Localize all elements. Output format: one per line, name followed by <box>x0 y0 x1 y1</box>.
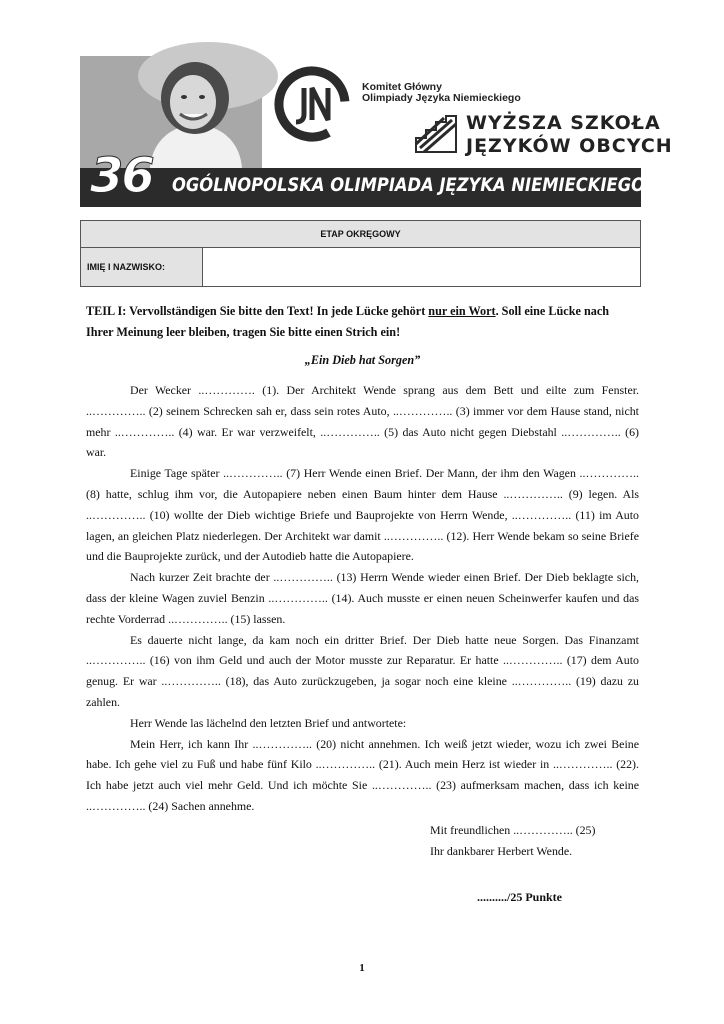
points-score: ........../25 Punkte <box>477 890 563 904</box>
story-paragraph: Nach kurzer Zeit brachte der ..………….. (13) Herrn Wende wieder einen Brief. Der Dieb beklagte sich, dass der kleine Wagen zuviel Benzin ..………….. (14). Auch musste er einen neuen Scheinwerfer kaufen und das rechte Vorderrad ..………….. (15) lassen. <box>86 570 639 626</box>
committee-name-line2: Olimpiady Języka Niemieckiego <box>362 92 521 104</box>
task-emphasis: nur ein Wort <box>428 304 496 318</box>
story-text <box>86 380 639 817</box>
story-paragraph: Der Wecker ..…………. (1). Der Architekt Wende sprang aus dem Bett und eilte zum Fenster. ..………….. (2) seinem Schrecken sah er, dass sein rotes Auto, ..………….. (3) immer vor dem Hause stand, nicht mehr ..………….. (4) war. Er war verzweifelt, ..………….. (5) das Auto nicht gegen Diebstahl ..………….. (6) war. <box>86 383 639 460</box>
olympiad-number: 36 <box>90 148 153 204</box>
letter-closing <box>430 820 640 862</box>
name-field[interactable] <box>204 248 640 286</box>
stage-label: ETAP OKRĘGOWY <box>320 229 401 239</box>
name-label: IMIĘ I NAZWISKO: <box>87 262 165 272</box>
school-name-line2: JĘZYKÓW OBCYCH <box>466 135 673 157</box>
story-paragraph: Herr Wende las lächelnd den letzten Brief und antwortete: <box>130 715 407 730</box>
page-number: 1 <box>359 962 365 974</box>
stairs-logo-icon <box>414 114 458 154</box>
task-text-end: . Soll eine Lücke nach Ihrer Meinung leer bleiben, tragen Sie bitte einen Strich ein! <box>86 304 610 339</box>
name-label-cell <box>81 248 203 286</box>
olympiad-banner <box>80 56 673 207</box>
story-paragraph: Mein Herr, ich kann Ihr ..………….. (20) nicht annehmen. Ich weiß jetzt wieder, wozu ich zwei Beine habe. Ich gehe viel zu Fuß und habe fünf Kilo ..………….. (21). Auch mein Herz ist wieder in ..………….. (22). Ich habe jetzt auch viel mehr Geld. Und ich möchte Sie ..………….. (23) aufmerksam machen, dass ich keine ..………….. (24) Sachen annehme. <box>86 736 639 813</box>
stage-row <box>81 221 640 248</box>
story-paragraph: Einige Tage später ..………….. (7) Herr Wende einen Brief. Der Mann, der ihm den Wagen ..………….. (8) hatte, schlug ihm vor, die Autopapiere neben einen Baum hinter dem Hause ..………….. (9) legen. Als ..………….. (10) wollte der Dieb wichtige Briefe und Bauprojekte von Herrn Wende, ..………….. (11) im Auto lagen, an gleichen Platz niederlegen. Der Architekt war damit ..………….. (12). Herr Wende bekam so seine Briefe und die Bauprojekte zurück, und der Autodieb hatte die Autopapiere. <box>86 466 639 564</box>
task-text-start: TEIL I: Vervollständigen Sie bitte den Text! In jede Lücke gehört <box>86 304 429 318</box>
story-paragraph: Es dauerte nicht lange, da kam noch ein dritter Brief. Der Dieb hatte neue Sorgen. Das Finanzamt ..………….. (16) von ihm Geld und auch der Motor musste zur Reparatur. Er hatte ..………….. (17) dem Auto genug. Er war ..………….. (18), das Auto zurückzugeben, ja sogar noch eine kleine ..………….. (19) dazu zu zahlen. <box>86 632 639 709</box>
header-table <box>80 220 641 287</box>
committee-name-line1: Komitet Główny <box>362 81 442 93</box>
closing-line-2: Ihr dankbarer Herbert Wende. <box>430 844 573 858</box>
ojn-logo-icon <box>274 66 350 142</box>
closing-line-1: Mit freundlichen ..………….. (25) <box>430 823 596 837</box>
story-title: „Ein Dieb hat Sorgen” <box>304 353 421 367</box>
task-instruction <box>86 301 639 343</box>
olympiad-title: OGÓLNOPOLSKA OLIMPIADA JĘZYKA NIEMIECKIEGO <box>172 174 645 196</box>
school-name-line1: WYŻSZA SZKOŁA <box>466 112 661 134</box>
